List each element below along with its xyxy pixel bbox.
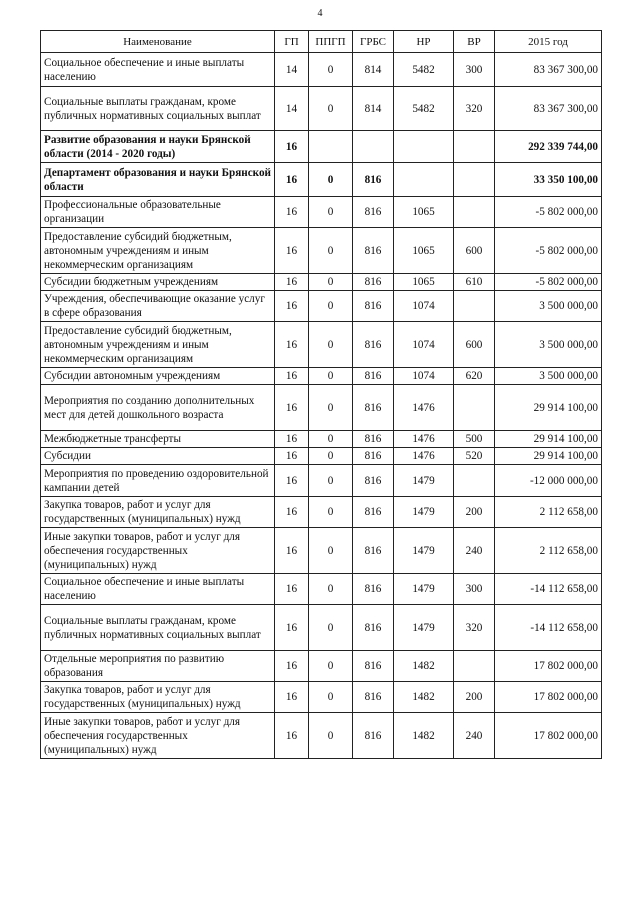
row-ppgp: 0 xyxy=(309,163,353,197)
row-gp: 16 xyxy=(275,574,309,605)
row-nr: 1074 xyxy=(394,291,454,322)
row-nr: 1482 xyxy=(394,651,454,682)
table-row xyxy=(41,163,602,197)
row-grbs: 816 xyxy=(353,197,394,228)
row-grbs: 816 xyxy=(353,322,394,368)
row-gp: 16 xyxy=(275,197,309,228)
row-ppgp: 0 xyxy=(309,87,353,131)
header-nr: НР xyxy=(394,31,454,53)
header-gp: ГП xyxy=(275,31,309,53)
row-name: Иные закупки товаров, работ и услуг для обеспечения государственных (муниципальных) нужд xyxy=(41,528,275,574)
row-gp: 16 xyxy=(275,368,309,385)
row-name: Профессиональные образовательные организации xyxy=(41,197,275,228)
row-name: Предоставление субсидий бюджетным, автономным учреждениям и иным некоммерческим организациям xyxy=(41,228,275,274)
row-vr xyxy=(454,651,495,682)
row-name: Предоставление субсидий бюджетным, автономным учреждениям и иным некоммерческим организациям xyxy=(41,322,275,368)
row-gp: 16 xyxy=(275,465,309,497)
row-nr: 1074 xyxy=(394,322,454,368)
row-ppgp: 0 xyxy=(309,385,353,431)
row-gp: 16 xyxy=(275,448,309,465)
row-ppgp: 0 xyxy=(309,465,353,497)
row-ppgp: 0 xyxy=(309,528,353,574)
table-row xyxy=(41,385,602,431)
row-gp: 16 xyxy=(275,713,309,759)
row-amount: -14 112 658,00 xyxy=(495,605,602,651)
row-amount: 3 500 000,00 xyxy=(495,291,602,322)
row-vr xyxy=(454,197,495,228)
row-gp: 16 xyxy=(275,322,309,368)
row-gp: 16 xyxy=(275,163,309,197)
table-row xyxy=(41,431,602,448)
table-row xyxy=(41,682,602,713)
row-name: Отдельные мероприятия по развитию образования xyxy=(41,651,275,682)
budget-table xyxy=(40,30,602,759)
row-name: Закупка товаров, работ и услуг для государственных (муниципальных) нужд xyxy=(41,497,275,528)
row-nr: 1476 xyxy=(394,448,454,465)
row-gp: 16 xyxy=(275,291,309,322)
row-nr: 1065 xyxy=(394,274,454,291)
row-vr: 610 xyxy=(454,274,495,291)
row-nr: 1074 xyxy=(394,368,454,385)
row-ppgp: 0 xyxy=(309,651,353,682)
row-vr xyxy=(454,131,495,163)
row-grbs: 816 xyxy=(353,465,394,497)
row-name: Субсидии автономным учреждениям xyxy=(41,368,275,385)
row-amount: -5 802 000,00 xyxy=(495,228,602,274)
row-name: Мероприятия по проведению оздоровительной кампании детей xyxy=(41,465,275,497)
row-amount: 2 112 658,00 xyxy=(495,528,602,574)
row-vr: 200 xyxy=(454,682,495,713)
row-amount: 292 339 744,00 xyxy=(495,131,602,163)
row-vr: 240 xyxy=(454,528,495,574)
row-nr: 1479 xyxy=(394,574,454,605)
row-gp: 16 xyxy=(275,682,309,713)
row-ppgp: 0 xyxy=(309,605,353,651)
row-vr xyxy=(454,163,495,197)
row-name: Закупка товаров, работ и услуг для государственных (муниципальных) нужд xyxy=(41,682,275,713)
row-ppgp: 0 xyxy=(309,322,353,368)
row-nr: 1479 xyxy=(394,465,454,497)
row-amount: 29 914 100,00 xyxy=(495,385,602,431)
row-grbs: 816 xyxy=(353,163,394,197)
row-name: Мероприятия по созданию дополнительных мест для детей дошкольного возраста xyxy=(41,385,275,431)
row-vr: 600 xyxy=(454,228,495,274)
table-row xyxy=(41,131,602,163)
header-grbs: ГРБС xyxy=(353,31,394,53)
row-vr: 240 xyxy=(454,713,495,759)
row-amount: 83 367 300,00 xyxy=(495,53,602,87)
row-nr: 1065 xyxy=(394,228,454,274)
table-row xyxy=(41,53,602,87)
row-nr: 1476 xyxy=(394,385,454,431)
row-grbs: 816 xyxy=(353,713,394,759)
row-nr: 1065 xyxy=(394,197,454,228)
row-name: Межбюджетные трансферты xyxy=(41,431,275,448)
row-amount: -12 000 000,00 xyxy=(495,465,602,497)
table-row xyxy=(41,197,602,228)
row-grbs: 816 xyxy=(353,368,394,385)
row-grbs: 814 xyxy=(353,53,394,87)
row-gp: 16 xyxy=(275,605,309,651)
table-row xyxy=(41,651,602,682)
row-vr: 320 xyxy=(454,605,495,651)
row-vr: 320 xyxy=(454,87,495,131)
row-nr: 1482 xyxy=(394,682,454,713)
row-nr: 1482 xyxy=(394,713,454,759)
row-ppgp: 0 xyxy=(309,497,353,528)
row-name: Субсидии бюджетным учреждениям xyxy=(41,274,275,291)
row-amount: 17 802 000,00 xyxy=(495,713,602,759)
row-amount: 17 802 000,00 xyxy=(495,682,602,713)
row-gp: 14 xyxy=(275,87,309,131)
row-ppgp: 0 xyxy=(309,574,353,605)
row-gp: 16 xyxy=(275,228,309,274)
row-grbs: 814 xyxy=(353,87,394,131)
row-grbs xyxy=(353,131,394,163)
row-ppgp: 0 xyxy=(309,713,353,759)
row-name: Учреждения, обеспечивающие оказание услуг в сфере образования xyxy=(41,291,275,322)
table-row xyxy=(41,528,602,574)
row-name: Иные закупки товаров, работ и услуг для обеспечения государственных (муниципальных) нужд xyxy=(41,713,275,759)
row-nr: 1479 xyxy=(394,605,454,651)
row-name: Социальные выплаты гражданам, кроме публичных нормативных социальных выплат xyxy=(41,87,275,131)
row-grbs: 816 xyxy=(353,431,394,448)
row-name: Развитие образования и науки Брянской области (2014 - 2020 годы) xyxy=(41,131,275,163)
row-vr: 300 xyxy=(454,574,495,605)
table-row xyxy=(41,574,602,605)
row-grbs: 816 xyxy=(353,528,394,574)
row-vr: 520 xyxy=(454,448,495,465)
table-row xyxy=(41,448,602,465)
row-vr: 620 xyxy=(454,368,495,385)
row-vr: 500 xyxy=(454,431,495,448)
row-grbs: 816 xyxy=(353,448,394,465)
page-number: 4 xyxy=(317,8,323,19)
row-ppgp: 0 xyxy=(309,274,353,291)
row-gp: 16 xyxy=(275,385,309,431)
row-grbs: 816 xyxy=(353,574,394,605)
row-ppgp: 0 xyxy=(309,431,353,448)
row-name: Субсидии xyxy=(41,448,275,465)
table-header-row xyxy=(41,31,602,53)
row-nr xyxy=(394,163,454,197)
table-row xyxy=(41,497,602,528)
row-nr: 5482 xyxy=(394,87,454,131)
row-name: Социальное обеспечение и иные выплаты населению xyxy=(41,574,275,605)
row-amount: -14 112 658,00 xyxy=(495,574,602,605)
row-ppgp: 0 xyxy=(309,368,353,385)
row-name: Департамент образования и науки Брянской области xyxy=(41,163,275,197)
row-grbs: 816 xyxy=(353,385,394,431)
row-vr: 600 xyxy=(454,322,495,368)
row-gp: 16 xyxy=(275,528,309,574)
row-grbs: 816 xyxy=(353,497,394,528)
row-vr: 300 xyxy=(454,53,495,87)
row-amount: 33 350 100,00 xyxy=(495,163,602,197)
row-nr: 5482 xyxy=(394,53,454,87)
row-amount: 3 500 000,00 xyxy=(495,368,602,385)
row-amount: 29 914 100,00 xyxy=(495,431,602,448)
table-row xyxy=(41,322,602,368)
row-vr xyxy=(454,291,495,322)
row-nr: 1476 xyxy=(394,431,454,448)
row-amount: 2 112 658,00 xyxy=(495,497,602,528)
header-vr: ВР xyxy=(454,31,495,53)
row-ppgp: 0 xyxy=(309,682,353,713)
row-amount: -5 802 000,00 xyxy=(495,274,602,291)
row-ppgp: 0 xyxy=(309,197,353,228)
header-ppgp: ППГП xyxy=(309,31,353,53)
row-grbs: 816 xyxy=(353,228,394,274)
table-row xyxy=(41,291,602,322)
row-grbs: 816 xyxy=(353,651,394,682)
row-gp: 16 xyxy=(275,651,309,682)
row-gp: 14 xyxy=(275,53,309,87)
row-amount: 17 802 000,00 xyxy=(495,651,602,682)
row-grbs: 816 xyxy=(353,605,394,651)
table-row xyxy=(41,274,602,291)
header-year: 2015 год xyxy=(495,31,602,53)
table-row xyxy=(41,605,602,651)
row-nr: 1479 xyxy=(394,497,454,528)
row-amount: 29 914 100,00 xyxy=(495,448,602,465)
row-name: Социальное обеспечение и иные выплаты населению xyxy=(41,53,275,87)
row-name: Социальные выплаты гражданам, кроме публичных нормативных социальных выплат xyxy=(41,605,275,651)
row-gp: 16 xyxy=(275,497,309,528)
row-amount: 3 500 000,00 xyxy=(495,322,602,368)
row-ppgp: 0 xyxy=(309,448,353,465)
row-ppgp: 0 xyxy=(309,53,353,87)
table-row xyxy=(41,368,602,385)
table-row xyxy=(41,87,602,131)
row-gp: 16 xyxy=(275,131,309,163)
row-ppgp xyxy=(309,131,353,163)
row-gp: 16 xyxy=(275,274,309,291)
row-nr: 1479 xyxy=(394,528,454,574)
header-name: Наименование xyxy=(41,31,275,53)
row-amount: 83 367 300,00 xyxy=(495,87,602,131)
row-amount: -5 802 000,00 xyxy=(495,197,602,228)
row-grbs: 816 xyxy=(353,274,394,291)
row-vr: 200 xyxy=(454,497,495,528)
row-vr xyxy=(454,465,495,497)
row-ppgp: 0 xyxy=(309,291,353,322)
row-ppgp: 0 xyxy=(309,228,353,274)
row-gp: 16 xyxy=(275,431,309,448)
table-row xyxy=(41,713,602,759)
row-grbs: 816 xyxy=(353,682,394,713)
table-row xyxy=(41,465,602,497)
row-nr xyxy=(394,131,454,163)
row-vr xyxy=(454,385,495,431)
table-row xyxy=(41,228,602,274)
row-grbs: 816 xyxy=(353,291,394,322)
